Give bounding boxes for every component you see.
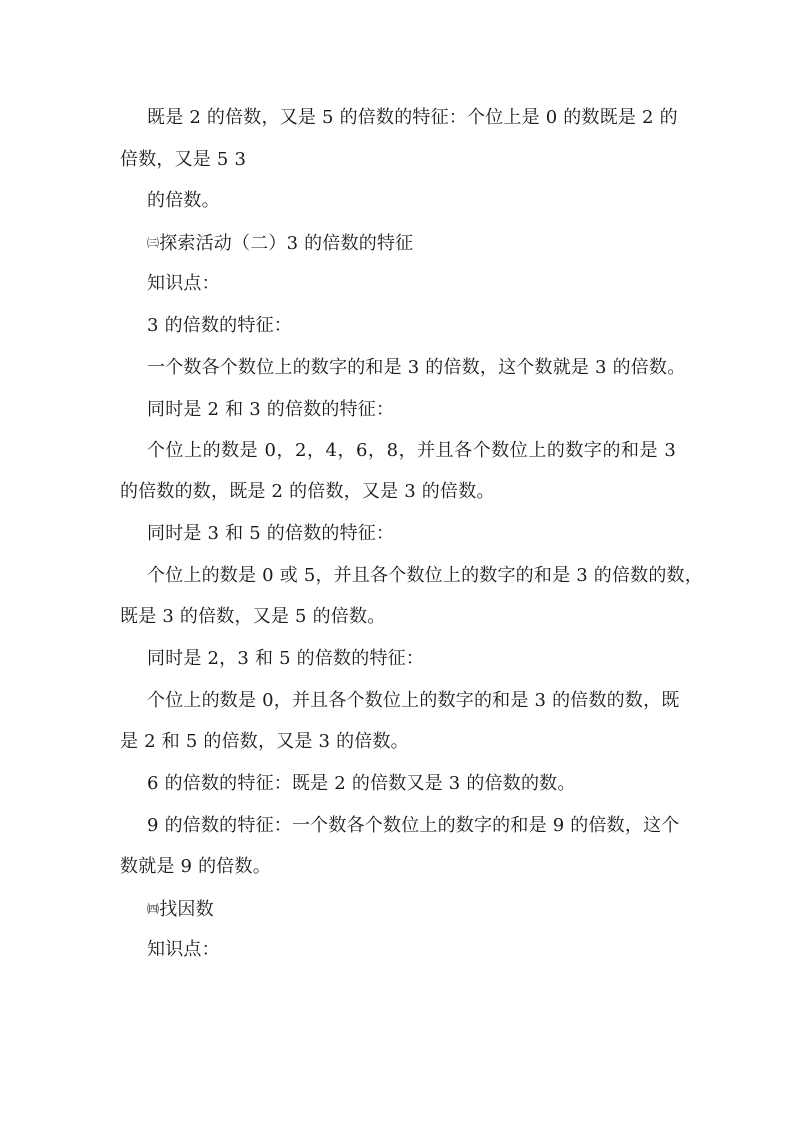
knowledge-point-label: 知识点： [147, 939, 220, 960]
both-2-and-3-description-line2: 的倍数的数，既是 2 的倍数，又是 3 的倍数。 [120, 481, 495, 502]
all-2-3-5-description-line1: 个位上的数是 0，并且各个数位上的数字的和是 3 的倍数的数，既 [147, 690, 680, 711]
both-3-and-5-title: 同时是 3 和 5 的倍数的特征： [147, 523, 395, 544]
section-title: 找因数 [159, 899, 214, 920]
section-title: 探索活动（二）3 的倍数的特征 [159, 233, 414, 254]
multiple-of-9-rule-line1: 9 的倍数的特征：一个数各个数位上的数字的和是 9 的倍数，这个 [147, 815, 680, 836]
both-3-and-5-description-line2: 既是 3 的倍数，又是 5 的倍数。 [120, 606, 386, 627]
both-2-and-3-title: 同时是 2 和 3 的倍数的特征： [147, 399, 395, 420]
all-2-3-5-title: 同时是 2，3 和 5 的倍数的特征： [147, 648, 425, 669]
both-2-and-3-description-line1: 个位上的数是 0，2，4，6，8，并且各个数位上的数字的和是 3 [147, 440, 676, 461]
multiple-of-3-title: 3 的倍数的特征： [147, 315, 292, 336]
paragraph-line-both-2-5-rule: 既是 2 的倍数，又是 5 的倍数的特征：个位上是 0 的数既是 2 的 [147, 107, 678, 128]
multiple-of-3-description: 一个数各个数位上的数字的和是 3 的倍数，这个数就是 3 的倍数。 [147, 357, 686, 378]
section-number-marker: ㈢ [147, 236, 160, 250]
section-number-marker: ㈣ [147, 902, 160, 916]
paragraph-line-both-2-5-end: 的倍数。 [147, 190, 220, 211]
section-heading-3 [147, 229, 413, 257]
section-heading-4 [147, 895, 214, 923]
paragraph-line-both-2-5-continued: 倍数，又是 5 3 [120, 149, 247, 170]
both-3-and-5-description-line1: 个位上的数是 0 或 5，并且各个数位上的数字的和是 3 的倍数的数， [147, 565, 703, 586]
multiple-of-9-rule-line2: 数就是 9 的倍数。 [120, 856, 271, 877]
multiple-of-6-rule: 6 的倍数的特征：既是 2 的倍数又是 3 的倍数的数。 [147, 773, 576, 794]
all-2-3-5-description-line2: 是 2 和 5 的倍数，又是 3 的倍数。 [120, 731, 409, 752]
knowledge-point-label: 知识点： [147, 273, 220, 294]
